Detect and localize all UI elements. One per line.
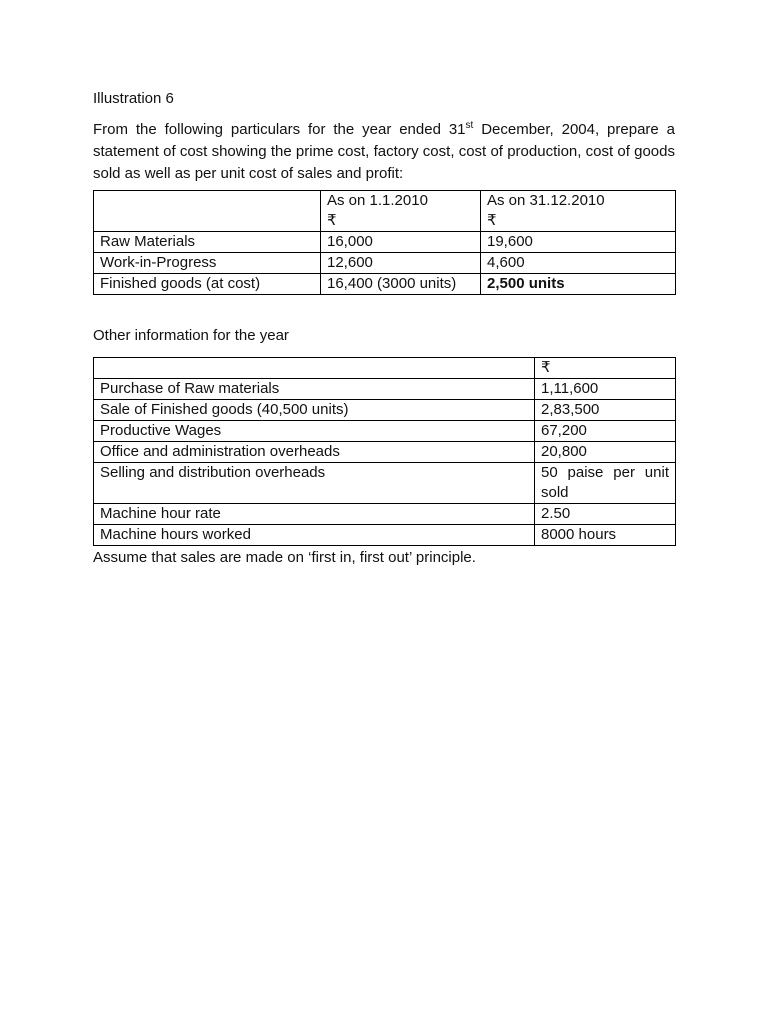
table-row	[94, 253, 676, 274]
table-cell: Raw Materials	[94, 232, 321, 253]
table-cell: Finished goods (at cost)	[94, 274, 321, 295]
table-cell: 16,400 (3000 units)	[321, 274, 481, 295]
illustration-heading: Illustration 6	[93, 90, 174, 107]
intro-text-part1: From the following particulars for the year ended 31	[93, 121, 466, 138]
table-row	[94, 232, 676, 253]
intro-superscript: st	[465, 120, 474, 131]
other-info-table	[93, 357, 676, 546]
table-row	[94, 525, 676, 546]
table-cell: Sale of Finished goods (40,500 units)	[94, 400, 535, 421]
table-cell	[94, 358, 535, 379]
table-row	[94, 358, 676, 379]
table-cell: 67,200	[535, 421, 676, 442]
table-cell: 8000 hours	[535, 525, 676, 546]
table-cell: 4,600	[481, 253, 676, 274]
stock-header-cell	[94, 191, 321, 232]
table-cell: Purchase of Raw materials	[94, 379, 535, 400]
table-cell: Selling and distribution overheads	[94, 463, 535, 504]
other-info-title: Other information for the year	[93, 327, 289, 344]
table-row	[94, 504, 676, 525]
table-cell: Office and administration overheads	[94, 442, 535, 463]
table-cell: 2,500 units	[481, 274, 676, 295]
table-row	[94, 400, 676, 421]
table-row	[94, 463, 676, 504]
table-cell: 16,000	[321, 232, 481, 253]
intro-paragraph	[93, 119, 675, 185]
table-cell: Machine hour rate	[94, 504, 535, 525]
table-cell: 50 paise per unit sold	[535, 463, 676, 504]
stock-header-cell	[481, 191, 676, 232]
stock-table	[93, 190, 676, 295]
header-label: As on 1.1.2010	[327, 192, 428, 209]
table-cell: 12,600	[321, 253, 481, 274]
table-cell: Machine hours worked	[94, 525, 535, 546]
intro-text-part2: December, 2004, prepare a statement of cost showing the prime cost, factory cost, cost of production, cost of goods sold as well as per unit cost of sales and profit:	[93, 121, 675, 182]
document-content	[93, 88, 675, 569]
stock-header-cell	[321, 191, 481, 232]
fifo-note: Assume that sales are made on ‘first in, first out’ principle.	[93, 549, 476, 566]
currency-symbol: ₹	[487, 212, 497, 229]
currency-symbol: ₹	[535, 358, 676, 379]
header-label: As on 31.12.2010	[487, 192, 605, 209]
table-cell: 20,800	[535, 442, 676, 463]
table-cell: Work-in-Progress	[94, 253, 321, 274]
table-cell: 2,83,500	[535, 400, 676, 421]
table-cell: Productive Wages	[94, 421, 535, 442]
table-row	[94, 442, 676, 463]
table-cell: 19,600	[481, 232, 676, 253]
table-row	[94, 421, 676, 442]
table-cell: 2.50	[535, 504, 676, 525]
table-row	[94, 274, 676, 295]
table-cell: 1,11,600	[535, 379, 676, 400]
table-row	[94, 191, 676, 232]
currency-symbol: ₹	[327, 212, 337, 229]
table-row	[94, 379, 676, 400]
